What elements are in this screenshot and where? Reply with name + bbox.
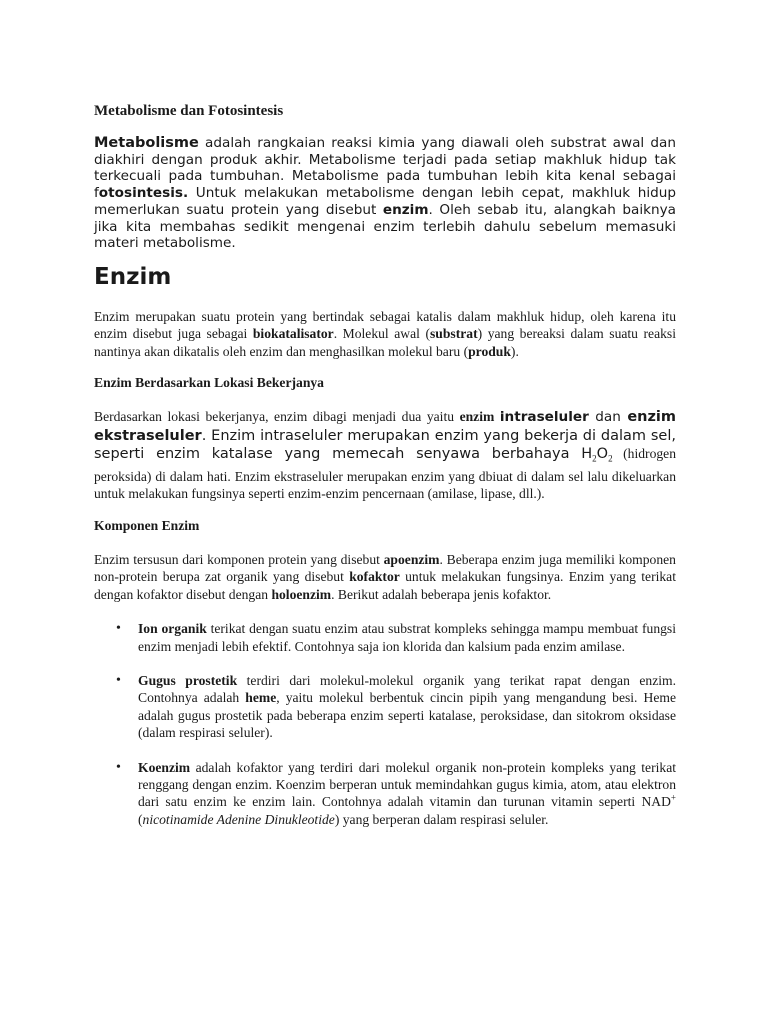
intro-term-enzim: enzim [382, 201, 429, 218]
superscript: + [670, 792, 676, 803]
list-item-text: ) yang berperan dalam respirasi seluler. [334, 811, 549, 827]
term-substrat: substrat [430, 326, 478, 342]
term-nad-fullname: nicotinamide Adenine Dinukleotide [142, 811, 335, 827]
intro-paragraph [94, 135, 676, 252]
paragraph-text: . Berikut adalah beberapa jenis kofaktor. [331, 586, 552, 602]
intro-lead-term: Metabolisme [94, 135, 199, 151]
term-intraseluler: intraseluler [499, 409, 589, 426]
term-produk: produk [468, 343, 511, 359]
list-item [94, 759, 676, 829]
lokasi-paragraph [94, 408, 676, 503]
term-biokatalisator: biokatalisator [252, 326, 334, 342]
term-enzim-ekstraseluler: enzim ekstraseluler [94, 409, 677, 444]
list-item [94, 672, 676, 742]
bullet-icon: • [116, 672, 121, 688]
intro-text: adalah rangkaian reaksi kimia yang diawali oleh substrat awal dan diakhiri dengan produk akhir. Metabolisme terjadi pada setiap makhluk hidup tak terkecuali pada tumbuhan. Metabolisme pada tumbuhan lebih kita kenal sebagai f [94, 135, 676, 202]
list-item [94, 620, 676, 655]
bullet-icon: • [116, 759, 121, 775]
paragraph-text: . Molekul awal ( [333, 326, 431, 342]
paragraph-text: Enzim merupakan suatu protein yang bertindak sebagai katalis dalam makhluk hidup, oleh karena itu enzim disebut juga sebagai [94, 308, 676, 342]
term-kofaktor: kofaktor [349, 569, 400, 585]
document-title: Metabolisme dan Fotosintesis [94, 103, 284, 119]
term-heme: heme [245, 690, 277, 706]
paragraph-text: (hidrogen peroksida) di dalam hati. Enzim ekstraseluler merupakan enzim yang dbiuat di dalam sel lalu dikeluarkan untuk melakukan fungsinya seperti enzim-enzim pencernaan (amilase, lipase, dll.). [94, 445, 677, 502]
paragraph-text: . Enzim intraseluler merupakan enzim yang bekerja di dalam sel, seperti enzim katalase yang memecah senyawa berbahaya H [94, 427, 676, 462]
list-item-term: Ion organik [138, 621, 207, 637]
paragraph-text: Berdasarkan lokasi bekerjanya, enzim dibagi menjadi dua yaitu [94, 409, 460, 425]
paragraph-text: . Beberapa enzim juga memiliki komponen non-protein berupa zat organik yang disebut [94, 551, 676, 585]
paragraph-text: O [596, 445, 609, 462]
list-item-text: adalah kofaktor yang terdiri dari molekul organik non-protein kompleks yang terikat renggang dengan enzim. Koenzim berperan untuk memindahkan gugus kimia, atom, atau elektron dari satu enzim ke enzim lain. Contohnya adalah vitamin dan turunan vitamin seperti NAD [138, 759, 676, 810]
list-item-text: terdiri dari molekul-molekul organik yang terikat rapat dengan enzim. Contohnya adalah [138, 672, 676, 706]
paragraph-text: untuk melakukan fungsinya. Enzim yang terikat dengan kofaktor disebut dengan [94, 569, 676, 602]
term-enzim: enzim [459, 409, 500, 425]
paragraph-text: ). [510, 343, 519, 359]
list-item-term: Gugus prostetik [138, 672, 238, 688]
document-page [94, 103, 676, 845]
intro-text: Untuk melakukan metabolisme dengan lebih cepat, makhluk hidup memerlukan suatu protein yang disebut [94, 185, 676, 218]
subheading-lokasi: Enzim Berdasarkan Lokasi Bekerjanya [94, 375, 324, 391]
list-item-term: Koenzim [138, 759, 191, 775]
intro-text: . Oleh sebab itu, alangkah baiknya jika kita membahas sedikit mengenai enzim terlebih dahulu sebelum memasuki materi metabolisme. [94, 201, 676, 252]
subscript: 2 [608, 453, 613, 464]
intro-term-fotosintesis: otosintesis. [98, 185, 189, 202]
enzim-definition-paragraph [94, 308, 676, 360]
kofaktor-list [94, 620, 676, 828]
paragraph-text: dan [588, 409, 628, 426]
list-item-text: , yaitu molekul berbentuk cincin pipih yang mengandung besi. Heme adalah gugus prostetik pada beberapa enzim seperti katalase, peroksidase, dan sitokrom oksidase (dalam respirasi seluler). [138, 690, 676, 741]
term-holoenzim: holoenzim [271, 586, 332, 602]
list-item-text: terikat dengan suatu enzim atau substrat kompleks sehingga mampu membuat fungsi enzim menjadi lebih efektif. Contohnya saja ion klorida dan kalsium pada enzim amilase. [138, 621, 676, 654]
term-apoenzim: apoenzim [383, 551, 440, 567]
list-item-text: ( [138, 811, 143, 827]
paragraph-text: ) yang bereaksi dalam suatu reaksi nantinya akan dikatalis oleh enzim dan menghasilkan molekul baru ( [94, 326, 676, 359]
subscript: 2 [592, 453, 597, 464]
section-heading-enzim: Enzim [94, 263, 172, 290]
subheading-komponen: Komponen Enzim [94, 517, 200, 533]
komponen-paragraph [94, 551, 676, 603]
paragraph-text: Enzim tersusun dari komponen protein yang disebut [94, 551, 384, 567]
bullet-icon: • [116, 621, 121, 637]
